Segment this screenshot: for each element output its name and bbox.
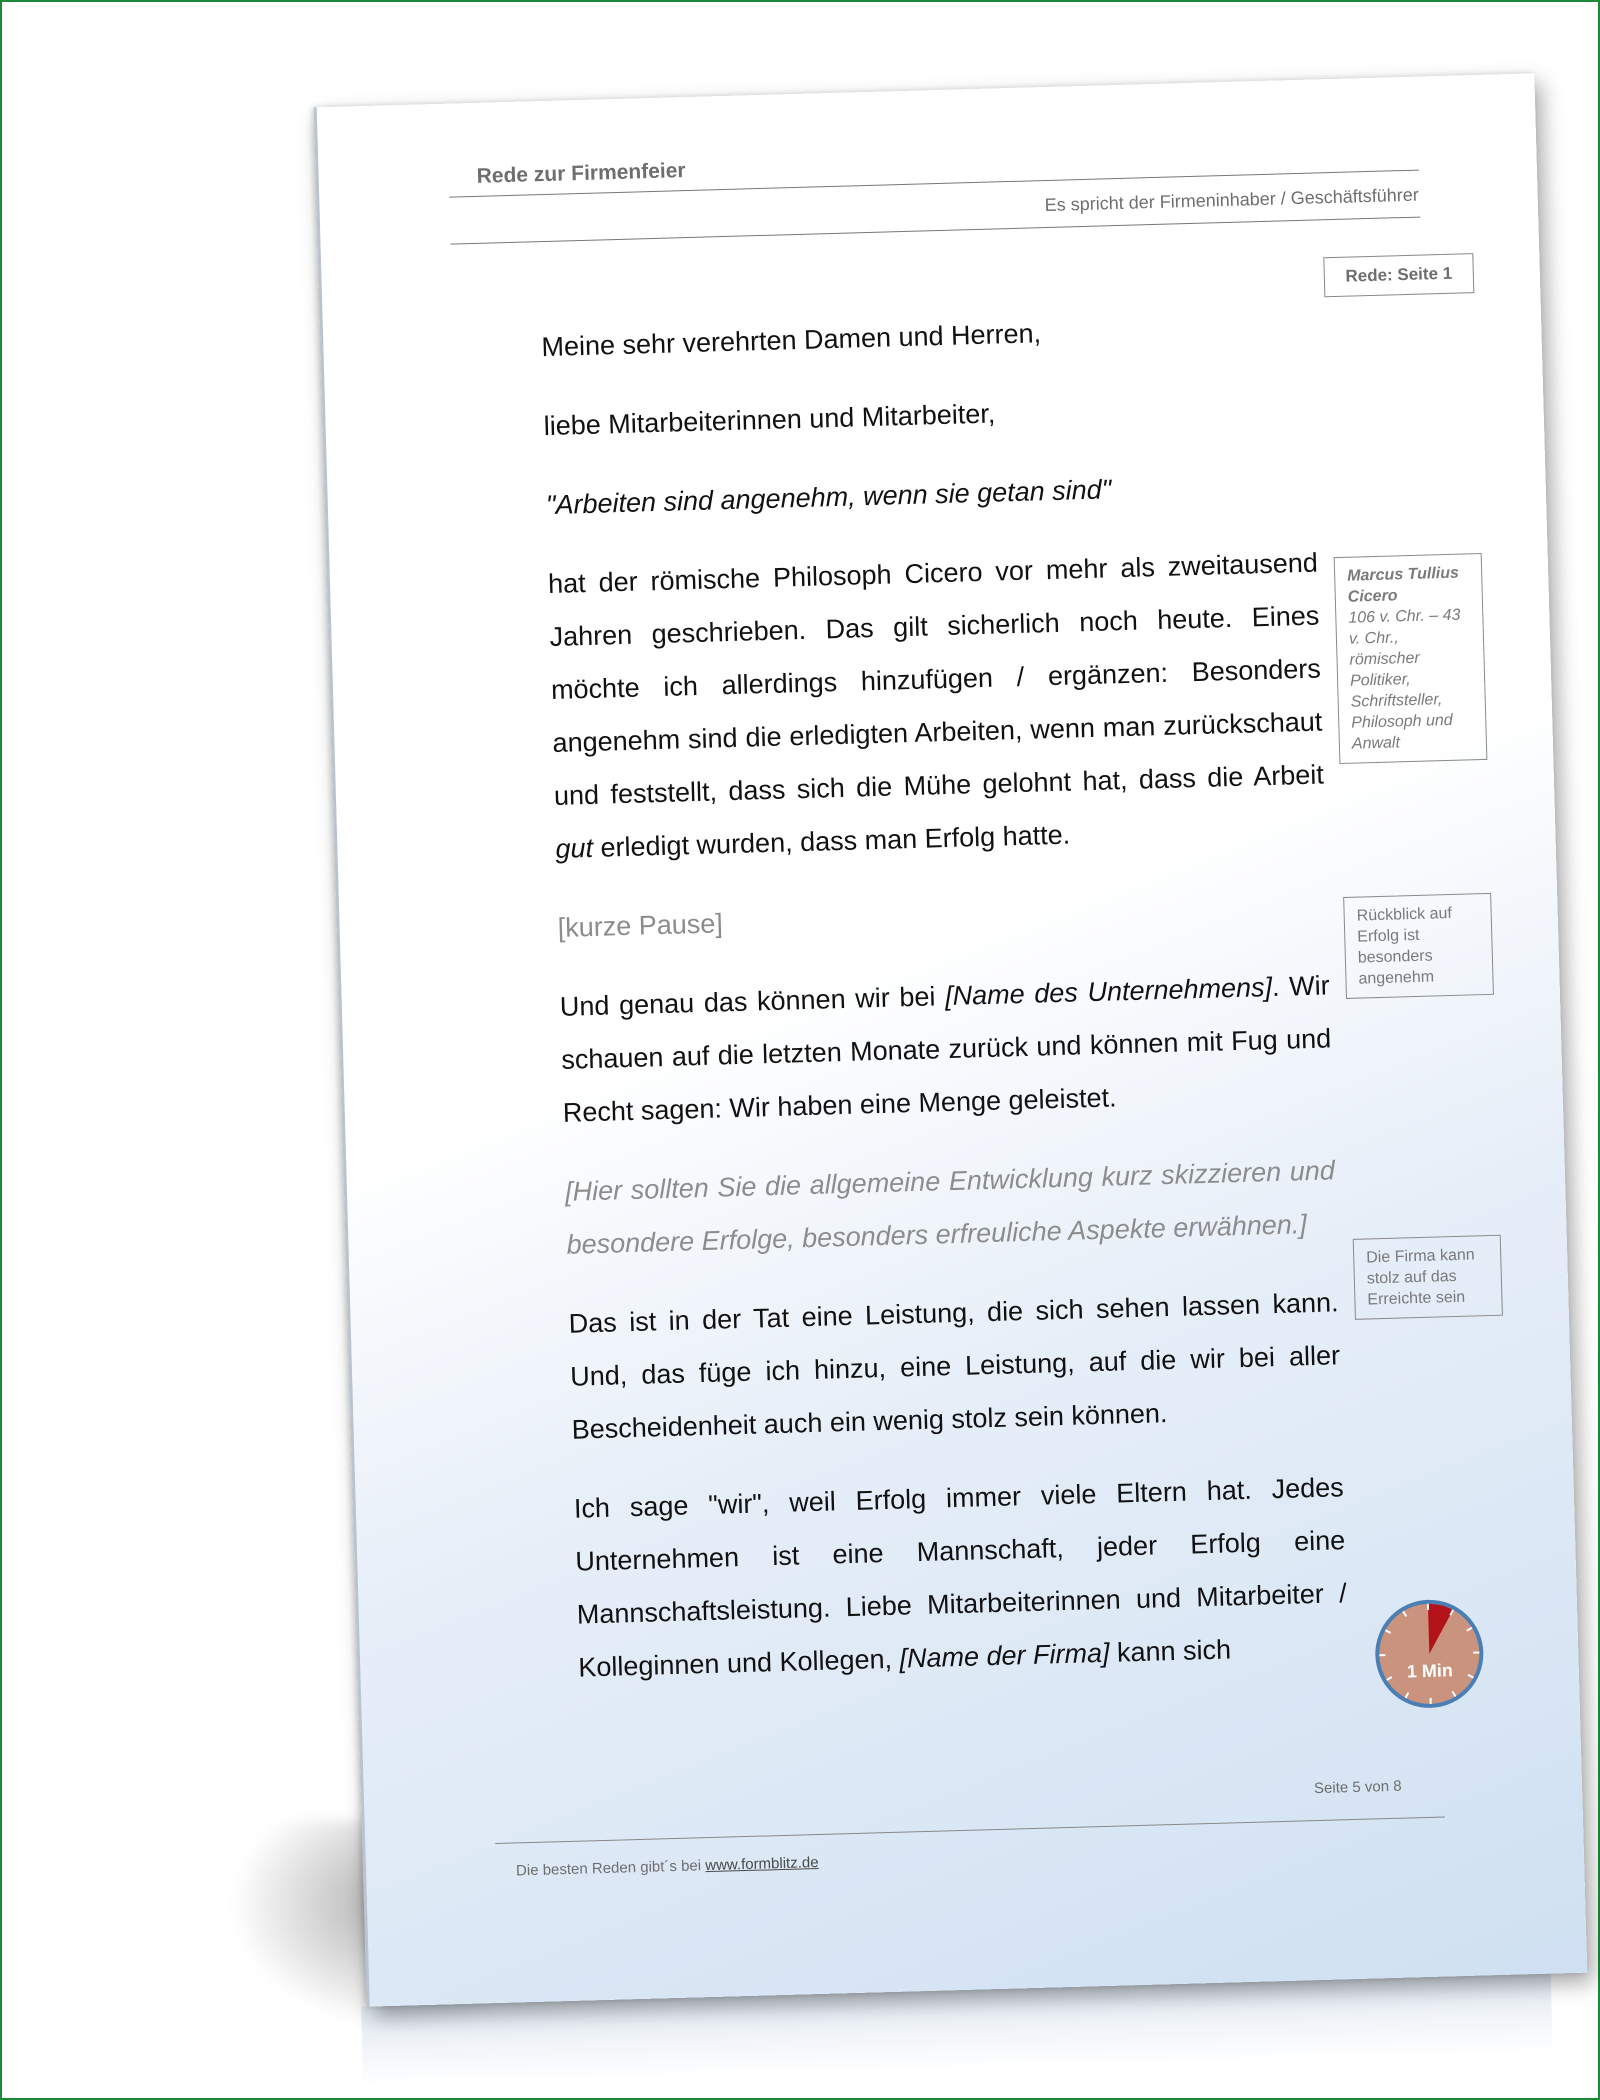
footer-text (516, 1854, 819, 1879)
paragraph-1 (547, 537, 1326, 876)
salutation-1: Meine sehr verehrten Damen und Herren, (541, 318, 1042, 363)
margin-note-cicero (1334, 553, 1488, 764)
timer-clock-icon (1371, 1595, 1488, 1712)
margin-note-review: Rückblick auf Erfolg ist besonders angenehm (1343, 893, 1494, 999)
margin-note-pride: Die Firma kann stolz auf das Erreichte sein (1353, 1235, 1503, 1320)
paragraph-4-text-b: kann sich (1109, 1634, 1232, 1668)
paragraph-4 (573, 1461, 1349, 1694)
speech-body (541, 300, 1350, 1721)
paragraph-2 (559, 959, 1333, 1139)
header-rule-lower (451, 217, 1421, 245)
cicero-name: Marcus Tullius Cicero (1346, 564, 1460, 606)
paragraph-1-text-a: hat der römische Philosoph Cicero vor mehr als zweitausend Jahren geschrieben. Das gilt sicherlich noch heute. Eines möchte ich allerdings hinzufügen / ergänzen: Besonders angenehm sind die erledigten Arbeiten, wenn man zurückschaut und feststellt, dass sich die Mühe gelohnt hat, dass die Arbeit (547, 547, 1325, 811)
paragraph-2-text-b: . Wir schauen auf die letzten Monate zurück und können mit Fug und Recht sagen: Wir haben eine Menge geleistet. (560, 970, 1332, 1128)
salutation-2: liebe Mitarbeiterinnen und Mitarbeiter, (543, 398, 996, 442)
footer-caption: Die besten Reden gibt´s bei (515, 1857, 706, 1880)
cicero-description: 106 v. Chr. – 43 v. Chr., römischer Politiker, Schriftsteller, Philosoph und Anwalt (1348, 606, 1461, 753)
paragraph-2-text-a: Und genau das können wir bei (559, 981, 946, 1022)
paragraph-1-text-b: erledigt wurden, dass man Erfolg hatte. (592, 819, 1071, 863)
company-placeholder: [Name des Unternehmens] (944, 972, 1273, 1012)
speech-page-box: Rede: Seite 1 (1323, 253, 1474, 297)
firm-placeholder: [Name der Firma] (899, 1637, 1110, 1674)
pause-direction: [kurze Pause] (557, 908, 724, 943)
paragraph-4-text-a: Ich sage "wir", weil Erfolg immer viele Eltern hat. Jedes Unternehmen ist eine Mannschaft, jeder Erfolg eine Mannschaftsleistung. Liebe Mitarbeiterinnen und Mitarbeiter / Kolleginnen und Kollegen, (573, 1472, 1348, 1683)
header-subtitle: Es spricht der Firmeninhaber / Geschäftsführer (1044, 184, 1420, 216)
cicero-quote (545, 458, 1316, 532)
timer-label: 1 Min (1406, 1660, 1454, 1682)
header-title: Rede zur Firmenfeier (476, 159, 686, 188)
document-page (314, 73, 1588, 2006)
footer-rule (495, 1816, 1445, 1844)
paragraph-1-emphasis: gut (555, 832, 594, 864)
instruction-text: [Hier sollten Sie die allgemeine Entwicklung kurz skizzieren und besondere Erfolge, besonders erfreuliche Aspekte erwähnen.] (564, 1155, 1336, 1260)
page-number: Seite 5 von 8 (1313, 1777, 1402, 1798)
instruction-note (564, 1144, 1337, 1271)
formblitz-link[interactable]: www.formblitz.de (705, 1854, 819, 1875)
quote-text: "Arbeiten sind angenehm, wenn sie getan sind" (545, 474, 1112, 521)
paragraph-3: Das ist in der Tat eine Leistung, die sich sehen lassen kann. Und, das füge ich hinzu, eine Leistung, auf die wir bei aller Bescheidenheit auch ein wenig stolz sein können. (568, 1287, 1341, 1445)
